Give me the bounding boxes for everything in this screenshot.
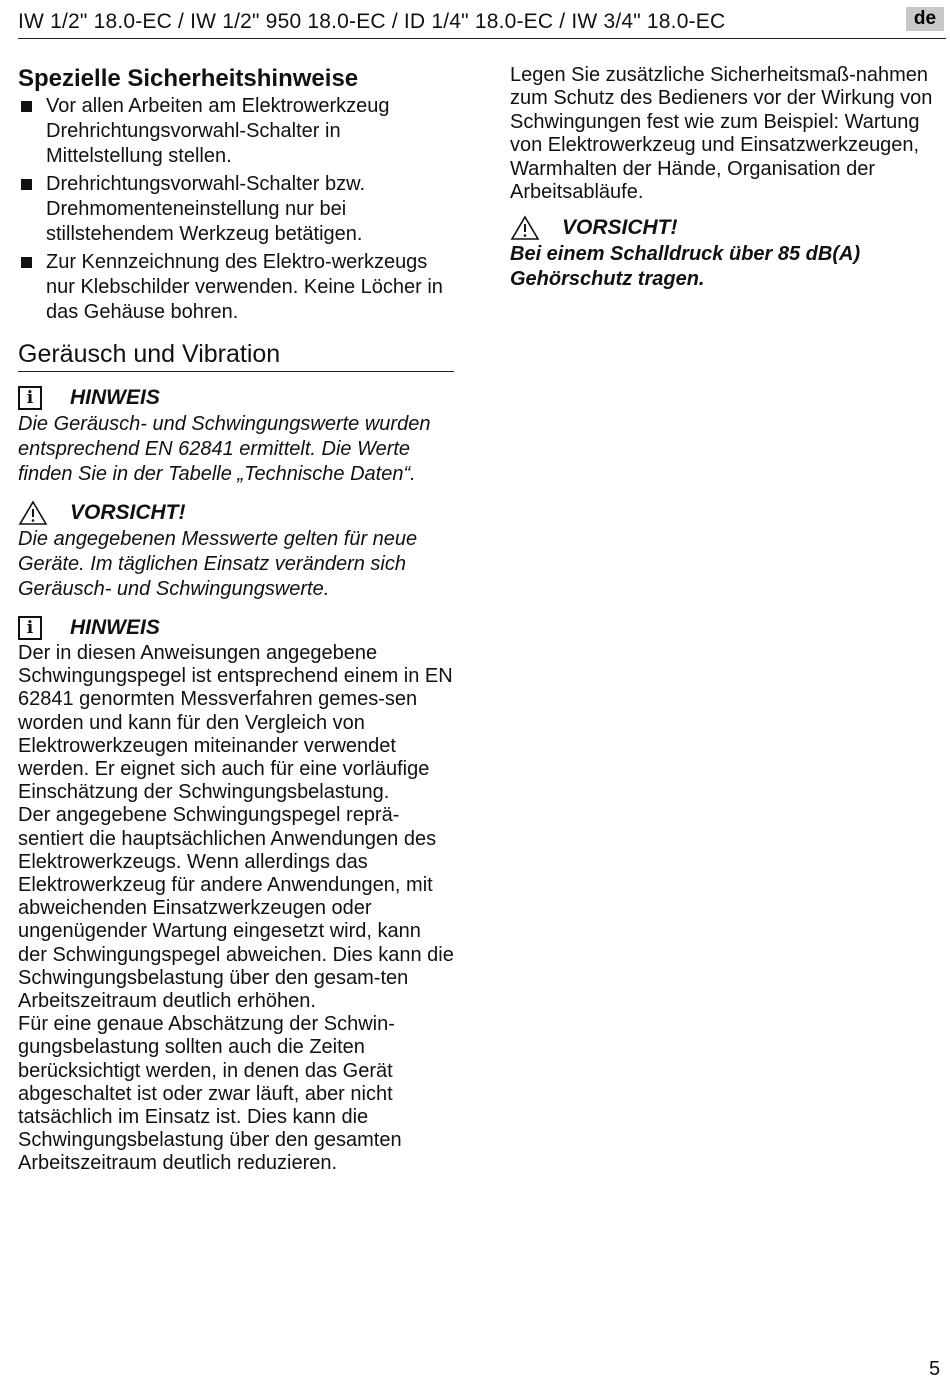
bullet-square-icon — [21, 101, 32, 112]
note-label: HINWEIS — [70, 386, 160, 409]
safety-list — [18, 94, 454, 325]
protection-paragraph: Legen Sie zusätzliche Sicherheitsmaß-nahmen zum Schutz des Bedieners vor der Wirkung von Schwingungen fest wie zum Beispiel: Wartung von Elektrowerkzeug und Einsatzwerkzeugen, Warmhalten der Hände, Organisation der Arbeitsabläufe. — [510, 64, 933, 204]
warning-triangle-icon — [18, 500, 48, 526]
vibration-paragraph: Der angegebene Schwingungspegel reprä-sentiert die hauptsächlichen Anwendungen des Elektrowerkzeugs. Wenn allerdings das Elektrowerkzeug für andere Anwendungen, mit abweichenden Einsatzwerkzeugen oder ungenügender Wartung eingesetzt wird, kann der Schwingungspegel abweichen. Dies kann die Schwingungsbelastung über den gesam-ten Arbeitszeitraum deutlich erhöhen. — [18, 804, 454, 1013]
caution-text: Die angegebenen Messwerte gelten für neue Geräte. Im täglichen Einsatz verändern sich Geräusch- und Schwingungswerte. — [18, 528, 418, 600]
info-icon: i — [18, 386, 42, 410]
list-item: Drehrichtungsvorwahl-Schalter bzw. Drehmomenteneinstellung nur bei stillstehendem Werkzeug betätigen. — [18, 172, 454, 247]
right-column — [510, 64, 940, 292]
list-item: Zur Kennzeichnung des Elektro-werkzeugs nur Klebschilder verwenden. Keine Löcher in das Gehäuse bohren. — [18, 250, 454, 325]
note-label: HINWEIS — [70, 616, 160, 639]
note-text: Die Geräusch- und Schwingungswerte wurden entsprechend EN 62841 ermittelt. Die Werte finden Sie in der Tabelle „Technische Daten“. — [18, 413, 431, 485]
language-badge: de — [906, 7, 944, 31]
document-title: IW 1/2" 18.0-EC / IW 1/2" 950 18.0-EC / ID 1/4" 18.0-EC / IW 3/4" 18.0-EC — [18, 10, 726, 33]
note-header — [18, 384, 454, 412]
list-item: Vor allen Arbeiten am Elektrowerkzeug Drehrichtungsvorwahl-Schalter in Mittelstellung stellen. — [18, 94, 454, 169]
page-number: 5 — [929, 1358, 941, 1380]
bullet-square-icon — [21, 257, 32, 268]
noise-heading: Geräusch und Vibration — [18, 339, 454, 372]
info-icon: i — [18, 616, 42, 640]
vibration-paragraph: Für eine genaue Abschätzung der Schwin-gungsbelastung sollten auch die Zeiten berücksichtigt werden, in denen das Gerät abgeschaltet ist oder zwar läuft, aber nicht tatsächlich im Einsatz ist. Dies kann die Schwingungsbelastung über den gesamten Arbeitszeitraum deutlich reduzieren. — [18, 1013, 402, 1175]
caution-header — [18, 499, 454, 527]
caution-text: Bei einem Schalldruck über 85 dB(A) Gehörschutz tragen. — [510, 243, 861, 291]
note-header — [18, 614, 454, 642]
header-divider — [18, 38, 946, 39]
warning-triangle-icon — [510, 215, 540, 241]
safety-heading: Spezielle Sicherheitshinweise — [18, 65, 359, 92]
vibration-paragraph: Der in diesen Anweisungen angegebene Schwingungspegel ist entsprechend einem in EN 62841 genormten Messverfahren gemes-sen worden und kann für den Vergleich von Elektrowerkzeugen miteinander verwendet werden. Er eignet sich auch für eine vorläufige Einschätzung der Schwingungsbelastung. — [18, 642, 453, 804]
caution-header — [510, 214, 940, 242]
left-column — [18, 64, 454, 1176]
caution-label: VORSICHT! — [562, 216, 678, 240]
bullet-square-icon — [21, 179, 32, 190]
caution-label: VORSICHT! — [70, 501, 186, 524]
